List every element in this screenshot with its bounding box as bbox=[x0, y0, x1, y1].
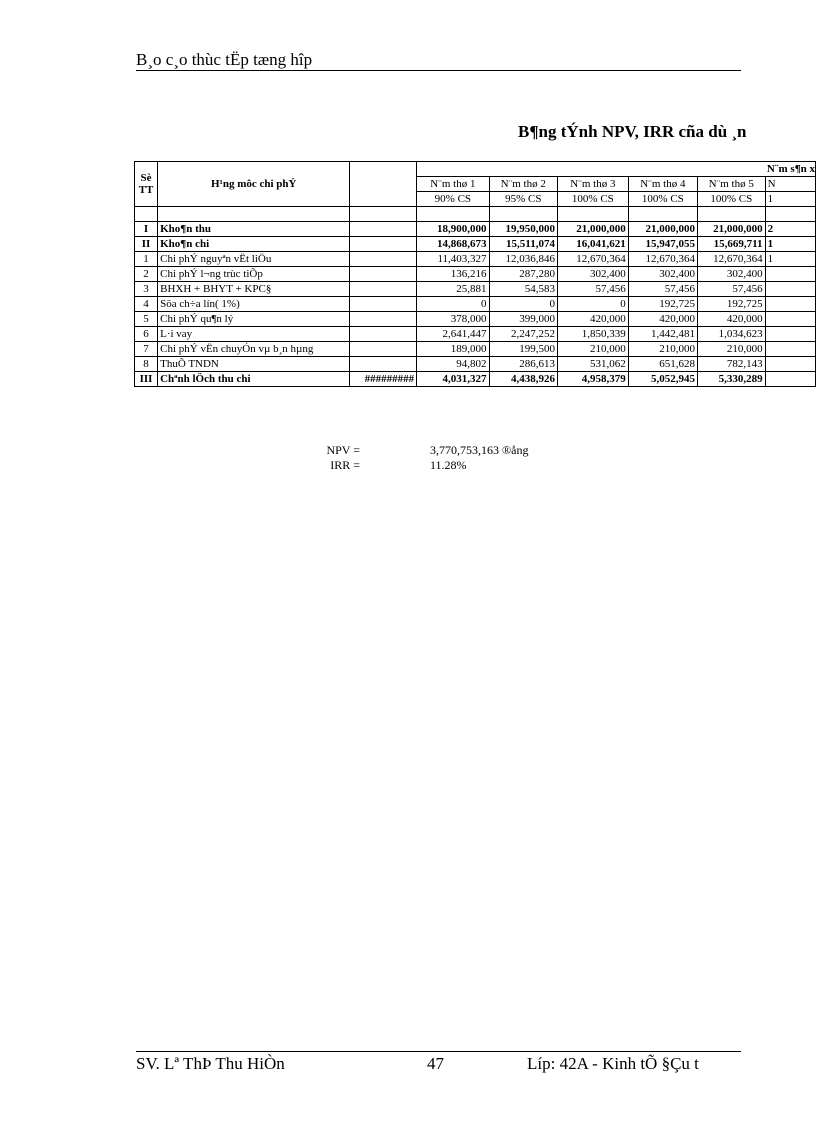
table-row bbox=[135, 222, 816, 237]
row-value: 2,247,252 bbox=[489, 327, 557, 342]
table-row bbox=[135, 237, 816, 252]
row-value: 12,670,364 bbox=[557, 252, 628, 267]
row-item: L·i vay bbox=[158, 327, 350, 342]
footer-page-number: 47 bbox=[427, 1054, 444, 1073]
row-extra bbox=[350, 222, 417, 237]
row-value: 2,641,447 bbox=[417, 327, 489, 342]
row-item: BHXH + BHYT + KPC§ bbox=[158, 282, 350, 297]
row-extra bbox=[350, 327, 417, 342]
row-value: 651,628 bbox=[628, 357, 697, 372]
capacity-label: 90% CS bbox=[417, 192, 489, 207]
row-value: 4,958,379 bbox=[557, 372, 628, 387]
table-row bbox=[135, 372, 816, 387]
row-value: 0 bbox=[417, 297, 489, 312]
row-value: 531,062 bbox=[557, 357, 628, 372]
row-value: 5,052,945 bbox=[628, 372, 697, 387]
row-value: 21,000,000 bbox=[697, 222, 765, 237]
row-value: 0 bbox=[557, 297, 628, 312]
row-item: Söa ch÷a lín( 1%) bbox=[158, 297, 350, 312]
irr-value: 11.28% bbox=[430, 458, 467, 472]
footer-author: SV. Lª ThÞ Thu HiÒn bbox=[136, 1054, 285, 1073]
row-item: Chi phÝ l¬ng trùc tiÕp bbox=[158, 267, 350, 282]
row-value: 287,280 bbox=[489, 267, 557, 282]
page-header-title: B¸o c¸o thùc tËp tæng hîp bbox=[136, 50, 313, 69]
row-value: 782,143 bbox=[697, 357, 765, 372]
table-title: B¶ng tÝnh NPV, IRR cña dù ¸n bbox=[518, 122, 747, 141]
capacity-label: 1 bbox=[765, 192, 815, 207]
row-value: 286,613 bbox=[489, 357, 557, 372]
capacity-label: 100% CS bbox=[697, 192, 765, 207]
row-value: 1 bbox=[765, 237, 815, 252]
table-row bbox=[135, 342, 816, 357]
row-value: 15,947,055 bbox=[628, 237, 697, 252]
row-value: 302,400 bbox=[557, 267, 628, 282]
header-year-group: N¨m s¶n x bbox=[417, 162, 816, 177]
row-value: 4,438,926 bbox=[489, 372, 557, 387]
row-value: 136,216 bbox=[417, 267, 489, 282]
row-value: 57,456 bbox=[557, 282, 628, 297]
table-row bbox=[135, 327, 816, 342]
npv-label: NPV = bbox=[326, 443, 360, 457]
row-value: 210,000 bbox=[697, 342, 765, 357]
year-label: N¨m thø 5 bbox=[697, 177, 765, 192]
row-item: Kho¶n thu bbox=[158, 222, 350, 237]
row-value: 378,000 bbox=[417, 312, 489, 327]
row-extra: ######### bbox=[350, 372, 417, 387]
row-stt: 1 bbox=[135, 252, 158, 267]
row-value: 420,000 bbox=[557, 312, 628, 327]
header-rule bbox=[136, 70, 741, 71]
table-row bbox=[135, 267, 816, 282]
row-item: Chªnh lÖch thu chi bbox=[158, 372, 350, 387]
row-item: Chi phÝ qu¶n lý bbox=[158, 312, 350, 327]
row-value: 57,456 bbox=[697, 282, 765, 297]
row-value: 12,670,364 bbox=[697, 252, 765, 267]
row-value: 11,403,327 bbox=[417, 252, 489, 267]
row-value: 302,400 bbox=[628, 267, 697, 282]
header-extra bbox=[350, 162, 417, 207]
row-stt: I bbox=[135, 222, 158, 237]
row-stt: 8 bbox=[135, 357, 158, 372]
row-value: 15,511,074 bbox=[489, 237, 557, 252]
row-value: 19,950,000 bbox=[489, 222, 557, 237]
row-value: 192,725 bbox=[697, 297, 765, 312]
row-value: 5,330,289 bbox=[697, 372, 765, 387]
row-value: 54,583 bbox=[489, 282, 557, 297]
row-value: 199,500 bbox=[489, 342, 557, 357]
row-value: 210,000 bbox=[628, 342, 697, 357]
year-label: N¨m thø 1 bbox=[417, 177, 489, 192]
row-value: 2 bbox=[765, 222, 815, 237]
row-value bbox=[765, 312, 815, 327]
row-value: 14,868,673 bbox=[417, 237, 489, 252]
row-value: 16,041,621 bbox=[557, 237, 628, 252]
row-stt: II bbox=[135, 237, 158, 252]
row-value bbox=[765, 357, 815, 372]
row-extra bbox=[350, 252, 417, 267]
npv-irr-table-container bbox=[134, 161, 816, 431]
row-value: 1,850,339 bbox=[557, 327, 628, 342]
spacer-row bbox=[135, 207, 816, 222]
row-value: 420,000 bbox=[697, 312, 765, 327]
row-stt: 7 bbox=[135, 342, 158, 357]
row-value: 302,400 bbox=[697, 267, 765, 282]
row-value: 189,000 bbox=[417, 342, 489, 357]
row-value: 12,670,364 bbox=[628, 252, 697, 267]
capacity-label: 100% CS bbox=[557, 192, 628, 207]
row-stt: 5 bbox=[135, 312, 158, 327]
row-value: 57,456 bbox=[628, 282, 697, 297]
footer-class: Líp: 42A - Kinh tÕ §Çu t bbox=[527, 1054, 699, 1073]
row-extra bbox=[350, 267, 417, 282]
row-value: 0 bbox=[489, 297, 557, 312]
row-value: 1,034,623 bbox=[697, 327, 765, 342]
row-value bbox=[765, 342, 815, 357]
row-value: 18,900,000 bbox=[417, 222, 489, 237]
header-stt: Sè TT bbox=[135, 162, 158, 207]
row-stt: 3 bbox=[135, 282, 158, 297]
table-row bbox=[135, 357, 816, 372]
row-value: 399,000 bbox=[489, 312, 557, 327]
row-value bbox=[765, 282, 815, 297]
year-label: N¨m thø 2 bbox=[489, 177, 557, 192]
year-label: N¨m thø 4 bbox=[628, 177, 697, 192]
table-row bbox=[135, 252, 816, 267]
row-value: 420,000 bbox=[628, 312, 697, 327]
row-value bbox=[765, 372, 815, 387]
row-item: ThuÕ TNDN bbox=[158, 357, 350, 372]
row-extra bbox=[350, 237, 417, 252]
table-row bbox=[135, 312, 816, 327]
row-value: 1 bbox=[765, 252, 815, 267]
year-label: N bbox=[765, 177, 815, 192]
row-value: 192,725 bbox=[628, 297, 697, 312]
row-value: 12,036,846 bbox=[489, 252, 557, 267]
row-item: Kho¶n chi bbox=[158, 237, 350, 252]
row-value bbox=[765, 267, 815, 282]
row-value: 94,802 bbox=[417, 357, 489, 372]
row-extra bbox=[350, 297, 417, 312]
row-stt: 6 bbox=[135, 327, 158, 342]
row-extra bbox=[350, 282, 417, 297]
row-value: 21,000,000 bbox=[557, 222, 628, 237]
row-value: 210,000 bbox=[557, 342, 628, 357]
npv-value: 3,770,753,163 ®ång bbox=[430, 443, 529, 457]
header-item: H¹ng môc chi phÝ bbox=[158, 162, 350, 207]
irr-label: IRR = bbox=[330, 458, 360, 472]
year-label: N¨m thø 3 bbox=[557, 177, 628, 192]
table-row bbox=[135, 282, 816, 297]
row-stt: 2 bbox=[135, 267, 158, 282]
npv-irr-table bbox=[134, 161, 816, 387]
row-value: 25,881 bbox=[417, 282, 489, 297]
row-extra bbox=[350, 357, 417, 372]
row-value bbox=[765, 297, 815, 312]
row-extra bbox=[350, 342, 417, 357]
row-value: 4,031,327 bbox=[417, 372, 489, 387]
capacity-label: 100% CS bbox=[628, 192, 697, 207]
row-value: 15,669,711 bbox=[697, 237, 765, 252]
table-row bbox=[135, 297, 816, 312]
row-item: Chi phÝ nguyªn vËt liÖu bbox=[158, 252, 350, 267]
row-stt: III bbox=[135, 372, 158, 387]
footer-rule bbox=[136, 1051, 741, 1052]
row-stt: 4 bbox=[135, 297, 158, 312]
row-extra bbox=[350, 312, 417, 327]
row-value: 21,000,000 bbox=[628, 222, 697, 237]
capacity-label: 95% CS bbox=[489, 192, 557, 207]
row-value bbox=[765, 327, 815, 342]
row-value: 1,442,481 bbox=[628, 327, 697, 342]
row-item: Chi phÝ vËn chuyÓn vµ b¸n hµng bbox=[158, 342, 350, 357]
